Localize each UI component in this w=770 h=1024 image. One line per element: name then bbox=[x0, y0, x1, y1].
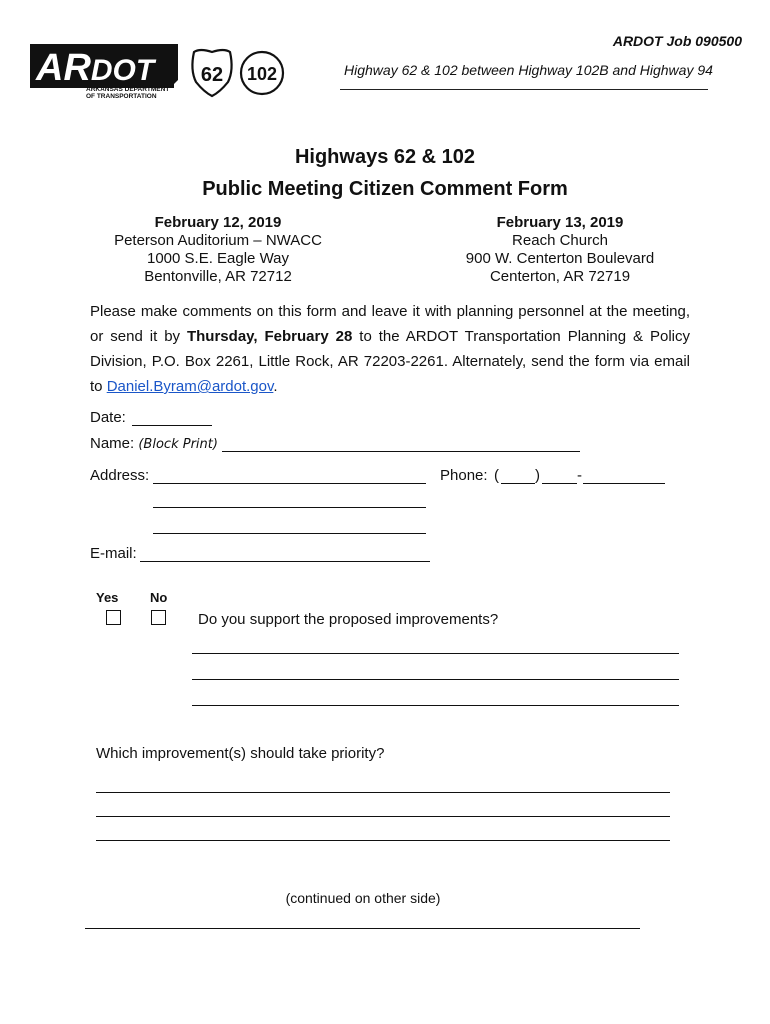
form-title-line1: Highways 62 & 102 bbox=[294, 146, 476, 168]
job-number: ARDOT Job 090500 bbox=[612, 33, 742, 49]
yes-checkbox[interactable] bbox=[106, 610, 121, 625]
meeting-1-place: Peterson Auditorium – NWACC bbox=[114, 232, 322, 249]
address-label: Address: bbox=[90, 467, 150, 484]
us-route-62-shield bbox=[192, 50, 231, 96]
address-field-line3[interactable] bbox=[153, 533, 426, 534]
meeting-2-place: Reach Church bbox=[512, 232, 608, 249]
svg-text:102: 102 bbox=[246, 64, 278, 84]
meeting-1-street: 1000 S.E. Eagle Way bbox=[146, 250, 290, 267]
header-divider bbox=[340, 89, 708, 90]
meeting-2-street: 900 W. Centerton Boulevard bbox=[465, 250, 655, 267]
route-description: Highway 62 & 102 between Highway 102B and Highway 94 bbox=[344, 62, 713, 78]
support-comment-line1[interactable] bbox=[192, 653, 679, 654]
support-comment-line2[interactable] bbox=[192, 679, 679, 680]
logo-wordmark: ARDOT bbox=[36, 47, 155, 89]
instructions-text-3: . bbox=[273, 378, 278, 395]
meeting-1 bbox=[88, 214, 348, 286]
instructions-text-2: to the ARDOT Transportation Planning & Policy Division, P.O. Box 2261, Little Rock, AR 72203-2261. Alternately, send the form via email to bbox=[90, 328, 690, 395]
yes-label: Yes bbox=[96, 590, 119, 605]
ardot-logo-graphic bbox=[28, 40, 288, 104]
logo-subtitle-2: OF TRANSPORTATION bbox=[86, 93, 157, 100]
continued-note: (continued on other side) bbox=[285, 890, 441, 906]
footer-rule bbox=[85, 928, 640, 929]
priority-comment-line3[interactable] bbox=[96, 840, 670, 841]
name-field[interactable] bbox=[222, 451, 580, 452]
state-route-102-marker bbox=[241, 52, 283, 94]
address-field-line2[interactable] bbox=[153, 507, 426, 508]
phone-close-paren: ) bbox=[535, 467, 540, 484]
logo-subtitle-1: ARKANSAS DEPARTMENT bbox=[86, 86, 170, 93]
question-priority: Which improvement(s) should take priority? bbox=[96, 745, 385, 762]
priority-comment-line2[interactable] bbox=[96, 816, 670, 817]
no-checkbox[interactable] bbox=[151, 610, 166, 625]
phone-label: Phone: bbox=[440, 467, 488, 484]
date-label: Date: bbox=[90, 409, 126, 426]
support-comment-line3[interactable] bbox=[192, 705, 679, 706]
deadline-text: Thursday, February 28 bbox=[186, 328, 353, 345]
meeting-2-date: February 13, 2019 bbox=[496, 214, 624, 231]
instructions-paragraph bbox=[90, 299, 690, 399]
meeting-1-date: February 12, 2019 bbox=[154, 214, 282, 231]
email-label: E-mail: bbox=[90, 545, 137, 562]
svg-text:62: 62 bbox=[200, 64, 224, 86]
meeting-2-city: Centerton, AR 72719 bbox=[489, 268, 631, 285]
address-field-line1[interactable] bbox=[153, 483, 426, 484]
name-hint: (Block Print) bbox=[138, 437, 218, 452]
meeting-1-city: Bentonville, AR 72712 bbox=[144, 268, 292, 285]
phone-area-code-field[interactable] bbox=[501, 483, 535, 484]
form-title-line2: Public Meeting Citizen Comment Form bbox=[202, 178, 568, 200]
instructions-text-1: Please make comments on this form and leave it with planning personnel at the meeting, or send it by bbox=[90, 303, 690, 345]
phone-open-paren: ( bbox=[494, 467, 499, 484]
priority-comment-line1[interactable] bbox=[96, 792, 670, 793]
phone-number-field[interactable] bbox=[583, 483, 665, 484]
email-field[interactable] bbox=[140, 561, 430, 562]
email-link[interactable]: Daniel.Byram@ardot.gov bbox=[106, 378, 274, 395]
phone-prefix-field[interactable] bbox=[542, 483, 577, 484]
meeting-2 bbox=[430, 214, 690, 286]
no-label: No bbox=[150, 590, 168, 605]
ardot-logo bbox=[28, 40, 288, 104]
name-label bbox=[90, 435, 218, 452]
name-label-text: Name: bbox=[90, 435, 139, 452]
question-support: Do you support the proposed improvements? bbox=[198, 611, 499, 628]
phone-dash: - bbox=[577, 467, 582, 484]
date-field[interactable] bbox=[132, 425, 212, 426]
